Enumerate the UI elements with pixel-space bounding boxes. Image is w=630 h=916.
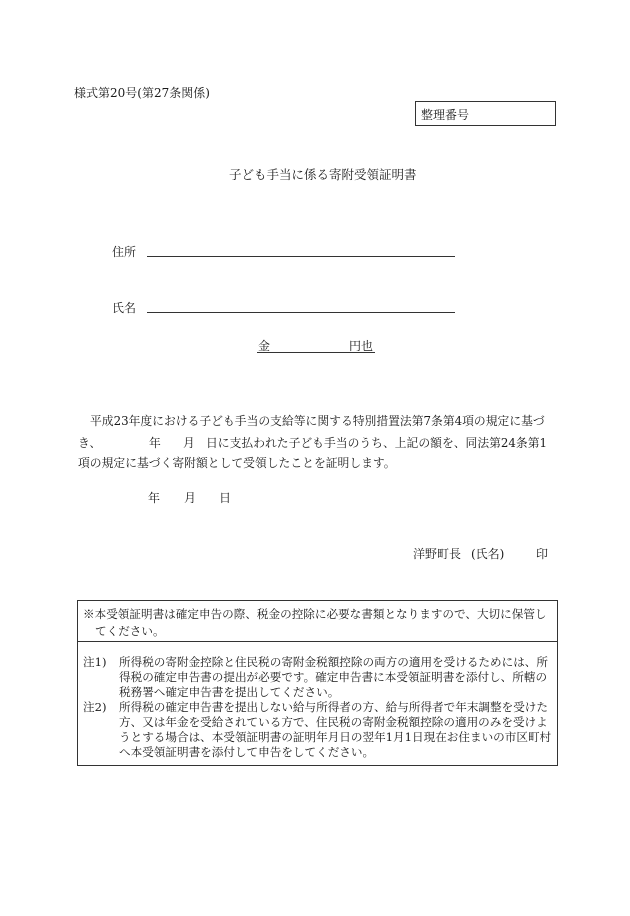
document-title: 子ども手当に係る寄附受領証明書 [229,167,417,182]
body-line-2-month: 月 [183,436,195,450]
note-2-line-3: うとする場合は、本受領証明書の証明年月日の翌年1月1日現在お住まいの市区町村 [119,730,552,744]
amount-prefix: 金 [258,339,271,353]
reference-number-box[interactable] [415,101,556,126]
notice-box [77,600,558,766]
signature-block [413,545,548,560]
reference-number-label: 整理番号 [421,108,470,122]
note-1-line-2: 得税の確定申告書の提出が必要です。確定申告書に本受領証明書を添付し、所轄の [119,670,548,684]
date-year: 年 [148,491,161,505]
body-line-2-rest: 日に支払われた子ども手当のうち、上記の額を、同法第24条第1 [206,436,548,450]
certification-date [148,489,238,504]
note-2-line-4: へ本受領証明書を添付して申告をしてください。 [119,745,375,759]
address-label: 住所 [112,245,137,259]
seal-mark: 印 [536,547,549,561]
name-label: 氏名 [112,301,137,315]
note-1-line-3: 税務署へ確定申告書を提出してください。 [119,685,340,699]
note-2-line-2: 方、又は年金を受給されている方で、住民税の寄附金税額控除の適用のみを受けよ [119,715,548,729]
note-2-line-1: 所得税の確定申告書を提出しない給与所得者の方、給与所得者で年末調整を受けた [119,700,548,714]
notice-line-2: てください。 [95,624,165,638]
amount-field[interactable] [257,337,375,353]
storage-notice [78,601,557,642]
amount-suffix: 円也 [348,339,373,353]
date-month: 月 [184,491,197,505]
name-field[interactable] [147,312,455,313]
signer-name-label: (氏名) [471,547,505,561]
note-1-marker: 注1) [83,655,107,669]
note-1-line-1: 所得税の寄附金控除と住民税の寄附金税額控除の両方の適用を受けるためには、所 [119,655,548,669]
body-line-3: 項の規定に基づく寄附額として受領したことを証明します。 [78,456,396,470]
body-line-2-start: き、 [78,436,102,450]
body-line-2-year: 年 [149,436,161,450]
notice-line-1: ※本受領証明書は確定申告の際、税金の控除に必要な書類となりますので、大切に保管し [83,607,547,621]
address-field[interactable] [147,256,455,257]
body-line-1: 平成23年度における子ども手当の支給等に関する特別措置法第7条第4項の規定に基づ [90,414,545,428]
form-number: 様式第20号(第27条関係) [74,86,210,100]
date-day: 日 [219,491,232,505]
mayor-title: 洋野町長 [413,547,462,561]
note-2-marker: 注2) [83,700,107,714]
